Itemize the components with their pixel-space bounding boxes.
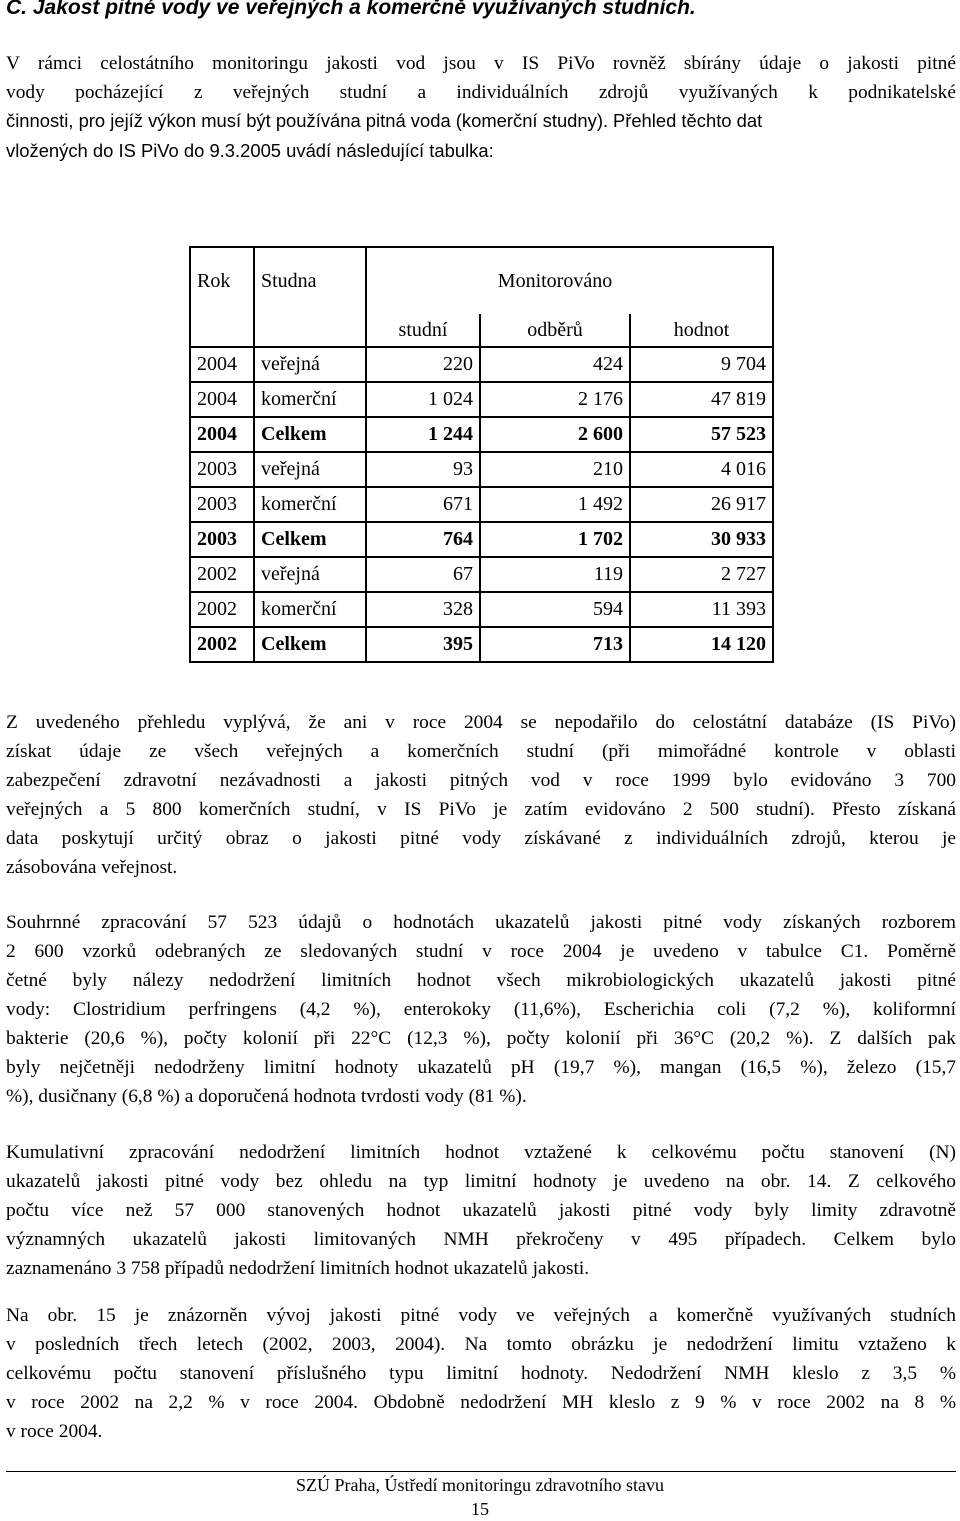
table-row-total [190, 417, 773, 452]
paragraph-line: ukazatelů jakosti pitné vody bez ohledu na typ limitní hodnoty je uvedeno na obr. 14. Z celkového [6, 1171, 956, 1192]
table-row [190, 452, 773, 487]
cell-hodnot: 30 933 [630, 522, 773, 557]
cell-odberu: 1 702 [480, 522, 630, 557]
cell-rok: 2002 [190, 592, 254, 627]
paragraph-line: v roce 2004. [6, 1421, 103, 1442]
cell-hodnot: 47 819 [630, 382, 773, 417]
intro-line [6, 107, 956, 137]
cell-hodnot: 2 727 [630, 557, 773, 592]
cell-rok: 2003 [190, 452, 254, 487]
paragraph-line: zabezpečení zdravotní nezávadnosti a jakosti pitných vod v roce 1999 bylo evidováno 3 700 [6, 770, 956, 791]
footer-organization: SZÚ Praha, Ústředí monitoringu zdravotního stavu [296, 1475, 664, 1495]
paragraph-summary [6, 908, 956, 1111]
cell-rok: 2003 [190, 522, 254, 557]
wells-monitoring-table [189, 246, 774, 663]
cell-studni: 764 [366, 522, 480, 557]
paragraph-overview [6, 708, 956, 882]
paragraph-cumulative [6, 1138, 956, 1283]
cell-studni: 328 [366, 592, 480, 627]
paragraph-line: v roce 2002 na 2,2 % v roce 2004. Obdobně nedodržení MH kleslo z 9 % v roce 2002 na 8 % [6, 1392, 956, 1413]
paragraph-line: %), dusičnany (6,8 %) a doporučená hodnota tvrdosti vody (81 %). [6, 1086, 527, 1107]
paragraph-line: celkovému počtu stanovení příslušného typu limitní hodnoty. Nedodržení NMH kleslo z 3,5 % [6, 1363, 956, 1384]
table-row [190, 592, 773, 627]
cell-studna: Celkem [254, 627, 366, 662]
cell-studna: Celkem [254, 417, 366, 452]
cell-hodnot: 26 917 [630, 487, 773, 522]
header-rok: Rok [190, 247, 254, 314]
cell-hodnot: 11 393 [630, 592, 773, 627]
intro-text-sans: 2005 uvádí následující tabulka: [240, 139, 494, 161]
paragraph-line: zaznamenáno 3 758 případů nedodržení limitních hodnot ukazatelů jakosti. [6, 1258, 590, 1279]
intro-line: vody pocházející z veřejných studní a individuálních zdrojů využívaných k podnikatelské [6, 81, 956, 103]
cell-hodnot: 9 704 [630, 347, 773, 382]
paragraph-line: Souhrnné zpracování 57 523 údajů o hodnotách ukazatelů jakosti pitné vody získaných rozborem [6, 912, 956, 933]
paragraph-line: četné byly nálezy nedodržení limitních hodnot všech mikrobiologických ukazatelů jakosti pitné [6, 970, 956, 991]
cell-studni: 671 [366, 487, 480, 522]
paragraph-line: zásobována veřejnost. [6, 857, 178, 878]
header-monitorovano: Monitorováno [480, 247, 630, 314]
cell-odberu: 713 [480, 627, 630, 662]
cell-studni: 395 [366, 627, 480, 662]
cell-odberu: 1 492 [480, 487, 630, 522]
section-heading: C. Jakost pitné vody ve veřejných a komerčně využívaných studních. [6, 0, 696, 19]
cell-hodnot: 57 523 [630, 417, 773, 452]
cell-rok: 2004 [190, 417, 254, 452]
cell-rok: 2002 [190, 557, 254, 592]
cell-studna: veřejná [254, 452, 366, 487]
paragraph-line: Na obr. 15 je znázorněn vývoj jakosti pitné vody ve veřejných a komerčně využívaných studních [6, 1305, 956, 1326]
cell-odberu: 2 600 [480, 417, 630, 452]
cell-hodnot: 4 016 [630, 452, 773, 487]
paragraph-line: bakterie (20,6 %), počty kolonií při 22°C (12,3 %), počty kolonií při 36°C (20,2 %). Z dalších pak [6, 1028, 956, 1049]
paragraph-line: významných ukazatelů jakosti limitovaných NMH překročeny v 495 případech. Celkem bylo [6, 1229, 956, 1250]
cell-studna: veřejná [254, 557, 366, 592]
cell-studni: 220 [366, 347, 480, 382]
cell-odberu: 119 [480, 557, 630, 592]
cell-studna: veřejná [254, 347, 366, 382]
table-row-total [190, 627, 773, 662]
cell-studni: 67 [366, 557, 480, 592]
intro-text-sans: Přehled těchto dat [612, 110, 763, 132]
cell-studna: komerční [254, 592, 366, 627]
footer-divider [6, 1471, 956, 1472]
intro-paragraph [6, 50, 956, 166]
cell-rok: 2004 [190, 382, 254, 417]
paragraph-line: data poskytují určitý obraz o jakosti pitné vody získávané z individuálních zdrojů, kterou je [6, 828, 956, 849]
intro-text-sans: vložených do IS PiVo do 9.3. [6, 139, 241, 161]
table-row [190, 557, 773, 592]
paragraph-line: veřejných a 5 800 komerčních studní, v IS PiVo je zatím evidováno 2 500 studní). Přesto získaná [6, 799, 956, 820]
cell-odberu: 424 [480, 347, 630, 382]
intro-text-sans: činnosti, pro jejíž výkon musí být používána pitná voda (komerční studny). [6, 110, 609, 132]
cell-studni: 1 244 [366, 417, 480, 452]
cell-rok: 2004 [190, 347, 254, 382]
header-odberu: odběrů [480, 314, 630, 347]
header-studna: Studna [254, 247, 366, 314]
table-row [190, 382, 773, 417]
table-row [190, 347, 773, 382]
paragraph-trend [6, 1301, 956, 1446]
paragraph-line: počtu více než 57 000 stanovených hodnot ukazatelů jakosti pitné vody byly limity zdravotně [6, 1200, 956, 1221]
cell-studni: 93 [366, 452, 480, 487]
cell-odberu: 2 176 [480, 382, 630, 417]
paragraph-line: získat údaje ze všech veřejných a komerčních studní (při mimořádné kontrole v oblasti [6, 741, 956, 762]
paragraph-line: Kumulativní zpracování nedodržení limitních hodnot vztažené k celkovému počtu stanovení (N) [6, 1142, 956, 1163]
cell-hodnot: 14 120 [630, 627, 773, 662]
header-hodnot: hodnot [630, 314, 773, 347]
cell-studna: Celkem [254, 522, 366, 557]
paragraph-line: 2 600 vzorků odebraných ze sledovaných studní v roce 2004 je uvedeno v tabulce C1. Poměrně [6, 941, 956, 962]
cell-studna: komerční [254, 487, 366, 522]
cell-odberu: 210 [480, 452, 630, 487]
cell-rok: 2002 [190, 627, 254, 662]
cell-studna: komerční [254, 382, 366, 417]
cell-odberu: 594 [480, 592, 630, 627]
paragraph-line: byly nejčetněji nedodrženy limitní hodnoty ukazatelů pH (19,7 %), mangan (16,5 %), železo (15,7 [6, 1057, 956, 1078]
header-studni: studní [366, 314, 480, 347]
page-footer [0, 1473, 960, 1521]
table-row-total [190, 522, 773, 557]
cell-studni: 1 024 [366, 382, 480, 417]
paragraph-line: Z uvedeného přehledu vyplývá, že ani v roce 2004 se nepodařilo do celostátní databáze (IS PiVo) [6, 712, 956, 733]
paragraph-line: v posledních třech letech (2002, 2003, 2004). Na tomto obrázku je nedodržení limitu vztaženo k [6, 1334, 956, 1355]
paragraph-line: vody: Clostridium perfringens (4,2 %), enterokoky (11,6%), Escherichia coli (7,2 %), koliformní [6, 999, 956, 1020]
page-number: 15 [471, 1499, 489, 1519]
intro-line [6, 137, 956, 167]
table-row [190, 487, 773, 522]
intro-line: V rámci celostátního monitoringu jakosti vod jsou v IS PiVo rovněž sbírány údaje o jakosti pitné [6, 53, 956, 74]
cell-rok: 2003 [190, 487, 254, 522]
